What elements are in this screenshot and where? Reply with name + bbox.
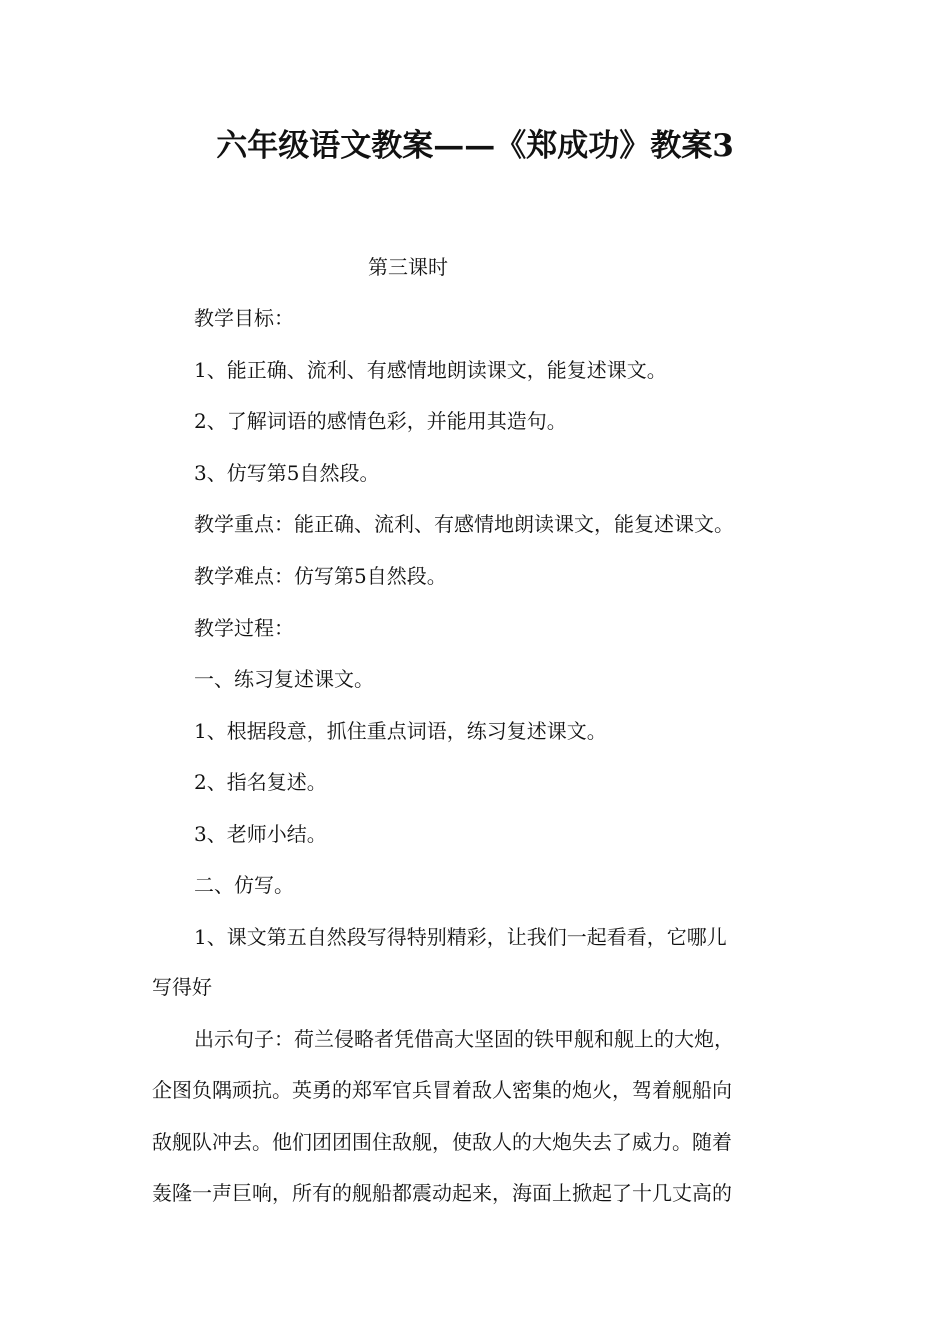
difficulty-line: 教学难点：仿写第5自然段。 <box>194 564 447 588</box>
objectives-heading: 教学目标： <box>194 306 294 330</box>
process-heading: 教学过程： <box>194 616 294 640</box>
example-sentence-line-2: 企图负隅顽抗。英勇的郑军官兵冒着敌人密集的炮火，驾着舰船向 <box>152 1078 732 1102</box>
section-two-heading: 二、仿写。 <box>194 873 294 897</box>
section-one-step-3: 3、老师小结。 <box>194 822 327 846</box>
example-sentence-line-1: 出示句子：荷兰侵略者凭借高大坚固的铁甲舰和舰上的大炮， <box>194 1027 734 1051</box>
section-one-step-2: 2、指名复述。 <box>194 770 327 794</box>
objective-item-2: 2、了解词语的感情色彩，并能用其造句。 <box>194 409 567 433</box>
section-one-step-1: 1、根据段意，抓住重点词语，练习复述课文。 <box>194 719 607 743</box>
section-one-heading: 一、练习复述课文。 <box>194 667 374 691</box>
example-sentence-line-3: 敌舰队冲去。他们团团围住敌舰，使敌人的大炮失去了威力。随着 <box>152 1130 732 1154</box>
objective-item-3: 3、仿写第5自然段。 <box>194 461 380 485</box>
document-title: 六年级语文教案——《郑成功》教案3 <box>216 128 734 164</box>
example-sentence-line-4: 轰隆一声巨响，所有的舰船都震动起来，海面上掀起了十几丈高的 <box>152 1181 732 1205</box>
objective-item-1: 1、能正确、流利、有感情地朗读课文，能复述课文。 <box>194 358 667 382</box>
section-two-step-1-continued: 写得好 <box>152 975 212 999</box>
key-point-line: 教学重点：能正确、流利、有感情地朗读课文，能复述课文。 <box>194 512 734 536</box>
lesson-period-heading: 第三课时 <box>368 255 448 279</box>
section-two-step-1: 1、课文第五自然段写得特别精彩，让我们一起看看，它哪儿 <box>194 925 727 949</box>
